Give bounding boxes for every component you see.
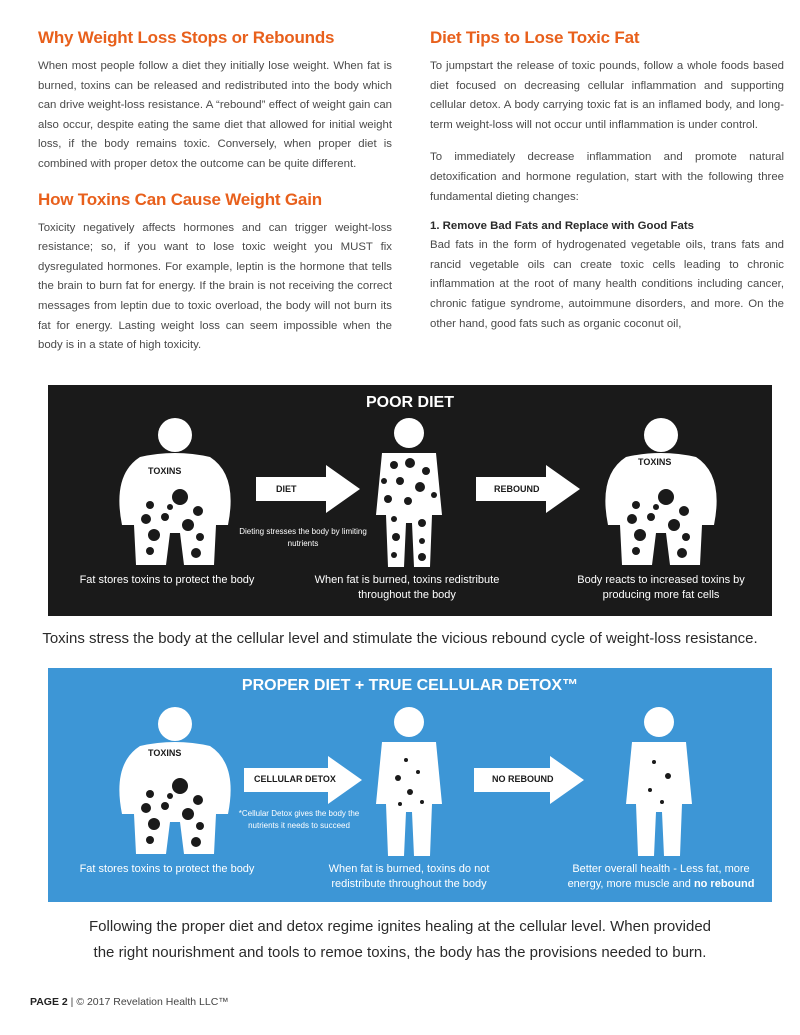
poor-caption-redistribute: When fat is burned, toxins redistribute throughout the body xyxy=(314,574,500,601)
toxins-label: TOXINS xyxy=(148,748,182,758)
proper-diet-caption-line2: the right nourishment and tools to remoe toxins, the body has the provisions needed to burn. xyxy=(93,944,707,961)
cellular-detox-note: *Cellular Detox gives the body the nutrients it needs to succeed xyxy=(238,809,360,830)
paragraph-weight-loss-stops: When most people follow a diet they initially lose weight. When fat is burned, toxins can be released and redistributed into the body which can drive weight-loss resistance. A “rebound” effect of weight gain can also occur, despite eating the same diet that allowed for initial weight loss, if the body remains toxic. Conversely, when proper diet is combined with proper detox the outcome can be quite different. xyxy=(38,60,392,170)
poor-diet-caption: Toxins stress the body at the cellular level and stimulate the vicious rebound cycle of weight-loss resistance. xyxy=(42,630,758,647)
proper-diet-caption-line1: Following the proper diet and detox regime ignites healing at the cellular level. When provided xyxy=(88,918,712,935)
copyright: © 2017 Revelation Health LLC™ xyxy=(76,996,229,1008)
proper-diet-panel xyxy=(48,668,772,902)
heading-weight-loss-stops: Why Weight Loss Stops or Rebounds xyxy=(38,28,335,47)
better-health-text: Better overall health - Less fat, more energy, more muscle and xyxy=(567,863,750,890)
toxins-label: TOXINS xyxy=(638,457,672,467)
no-rebound-emphasis: no rebound xyxy=(693,878,755,890)
proper-caption-fat-stores: Fat stores toxins to protect the body xyxy=(79,863,255,875)
fat-body-figure xyxy=(110,415,240,575)
poor-diet-panel xyxy=(48,385,772,616)
cellular-detox-label: CELLULAR DETOX xyxy=(254,774,336,784)
heading-diet-tips: Diet Tips to Lose Toxic Fat xyxy=(430,28,640,47)
page-number: PAGE 2 xyxy=(30,996,68,1008)
paragraph-toxins-weight-gain: Toxicity negatively affects hormones and can trigger weight-loss resistance; so, if you want to lose toxic weight you MUST fix dysregulated hormones. For example, leptin is the hormone that tells the brain to burn fat for energy. If the brain is not receiving the correct messages from leptin due to toxic overload, the body will not burn its fat for energy. Lasting weight loss can seem impossible when the body is in a state of high toxicity. xyxy=(38,221,392,352)
proper-caption-better-health xyxy=(556,862,766,892)
heading-toxins-weight-gain: How Toxins Can Cause Weight Gain xyxy=(38,189,322,209)
thin-body-figure xyxy=(364,415,454,575)
rebound-arrow-label: REBOUND xyxy=(494,484,540,494)
left-column xyxy=(38,28,392,356)
dieting-note: Dieting stresses the body by limiting nutrients xyxy=(239,527,367,548)
proper-caption-no-redistribute: When fat is burned, toxins do not redistribute throughout the body xyxy=(328,863,490,890)
poor-diet-title: POOR DIET xyxy=(365,394,454,411)
fat-body-figure xyxy=(110,704,240,864)
right-column xyxy=(430,28,784,334)
paragraph-diet-tips: To jumpstart the release of toxic pounds, follow a whole foods based diet focused on decreasing cellular inflammation and supporting cellular detox. A body carrying toxic fat is an inflamed body, and long-term weight-loss will not occur until inflammation is under control. xyxy=(430,60,784,131)
poor-caption-more-fat: Body reacts to increased toxins by producing more fat cells xyxy=(577,574,745,601)
subheading-bad-fats: 1. Remove Bad Fats and Replace with Good Fats xyxy=(430,220,694,233)
poor-caption-fat-stores: Fat stores toxins to protect the body xyxy=(79,574,255,586)
diet-arrow-icon xyxy=(256,465,360,513)
thin-body-figure xyxy=(614,704,704,864)
fat-body-figure xyxy=(596,415,726,575)
page-footer xyxy=(30,996,229,1008)
no-rebound-label: NO REBOUND xyxy=(492,774,554,784)
proper-diet-title: PROPER DIET + TRUE CELLULAR DETOX™ xyxy=(241,677,579,694)
footer-separator: | xyxy=(70,996,74,1008)
diet-arrow-label: DIET xyxy=(276,484,297,494)
toxins-label: TOXINS xyxy=(148,466,182,476)
paragraph-bad-fats: Bad fats in the form of hydrogenated vegetable oils, trans fats and rancid vegetable oils can create toxic cells leading to chronic inflammation at the root of many health conditions including cancer, chronic fatigue syndrome, autoimmune disorders, and more. On the other hand, good fats such as organic coconut oil, xyxy=(430,239,784,330)
thin-body-figure xyxy=(364,704,454,864)
paragraph-decrease-inflammation: To immediately decrease inflammation and promote natural detoxification and hormone regulation, start with the following three fundamental dieting changes: xyxy=(430,151,784,203)
